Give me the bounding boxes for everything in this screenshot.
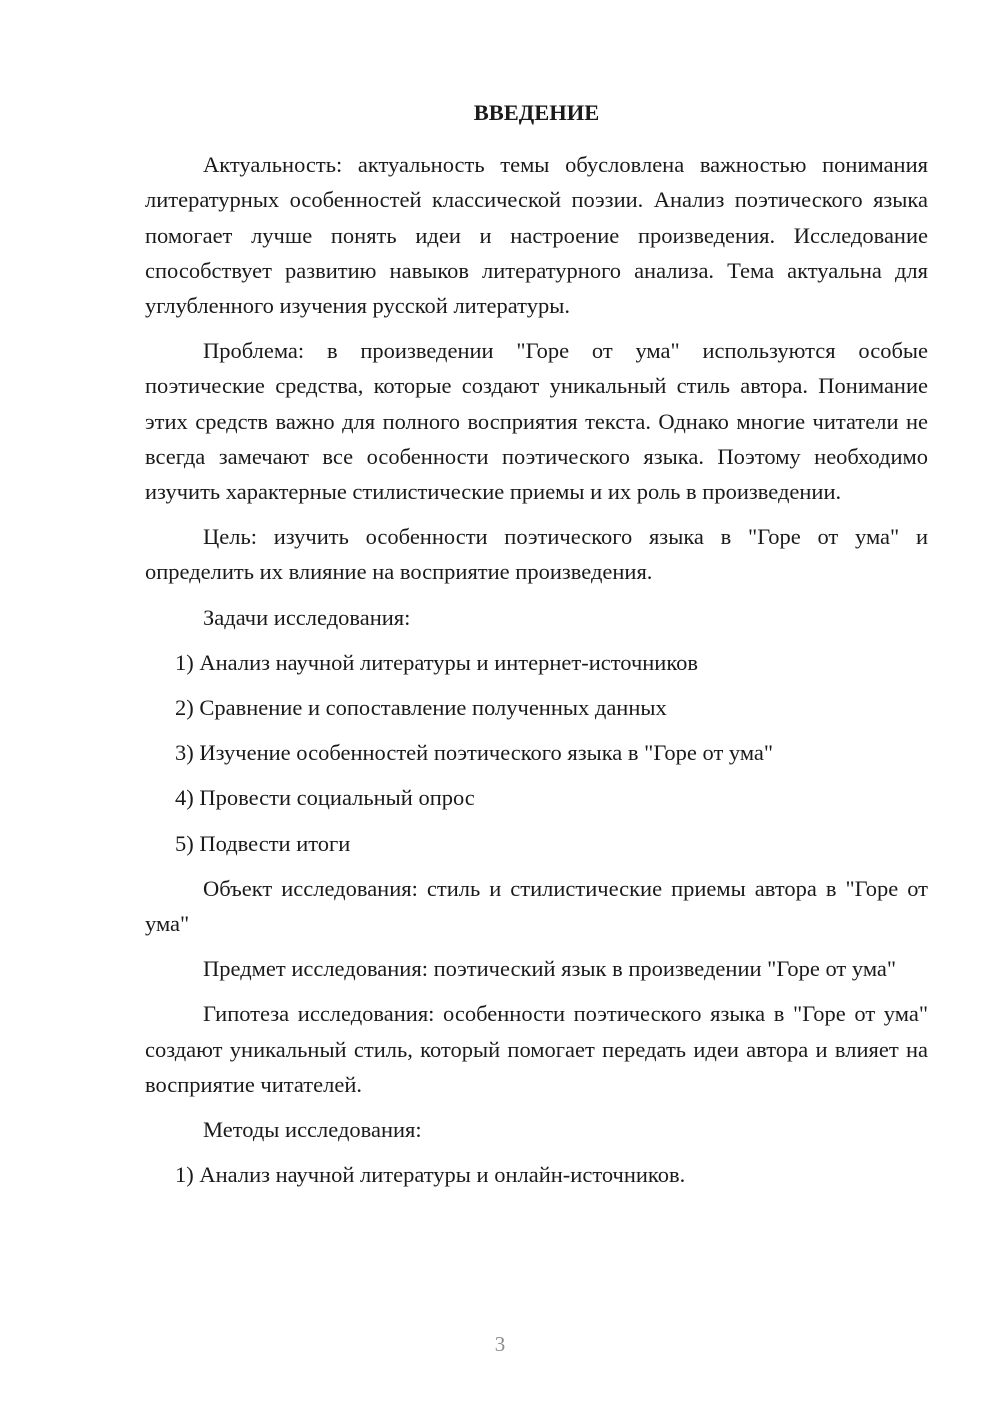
list-item: 1) Анализ научной литературы и онлайн-источников.: [175, 1162, 686, 1188]
list-item: 1) Анализ научной литературы и интернет-источников: [175, 649, 699, 675]
methods-list: [145, 1157, 928, 1192]
relevance-paragraph: Актуальность: актуальность темы обусловлена важностью понимания литературных особенностей классической поэзии. Анализ поэтического языка помогает лучше понять идеи и настроение произведения. Исследование способствует развитию навыков литературного анализа. Тема актуальна для углубленного изучения русской литературы.: [145, 152, 928, 319]
tasks-heading: Задачи исследования:: [203, 604, 411, 630]
problem-paragraph: Проблема: в произведении "Горе от ума" используются особые поэтические средства, которые создают уникальный стиль автора. Понимание этих средств важно для полного восприятия текста. Однако многие читатели не всегда замечают все особенности поэтического языка. Поэтому необходимо изучить характерные стилистические приемы и их роль в произведении.: [145, 338, 928, 505]
document-page: [145, 95, 928, 1202]
subject-paragraph: Предмет исследования: поэтический язык в произведении "Горе от ума": [203, 956, 897, 982]
tasks-list: [145, 645, 928, 861]
list-item: 2) Сравнение и сопоставление полученных данных: [175, 695, 667, 721]
list-item: 3) Изучение особенностей поэтического языка в "Горе от ума": [175, 740, 774, 766]
methods-heading: Методы исследования:: [203, 1117, 422, 1143]
goal-paragraph: Цель: изучить особенности поэтического языка в "Горе от ума" и определить их влияние на восприятие произведения.: [145, 524, 928, 585]
section-title: ВВЕДЕНИЕ: [473, 100, 600, 125]
list-item: 4) Провести социальный опрос: [175, 785, 475, 811]
page-number: 3: [494, 1332, 506, 1356]
list-item: 5) Подвести итоги: [175, 830, 351, 856]
object-paragraph: Объект исследования: стиль и стилистические приемы автора в "Горе от ума": [145, 875, 928, 937]
hypothesis-paragraph: Гипотеза исследования: особенности поэтического языка в "Горе от ума" создают уникальный стиль, который помогает передать идеи автора и влияет на восприятие читателей.: [145, 1001, 928, 1097]
